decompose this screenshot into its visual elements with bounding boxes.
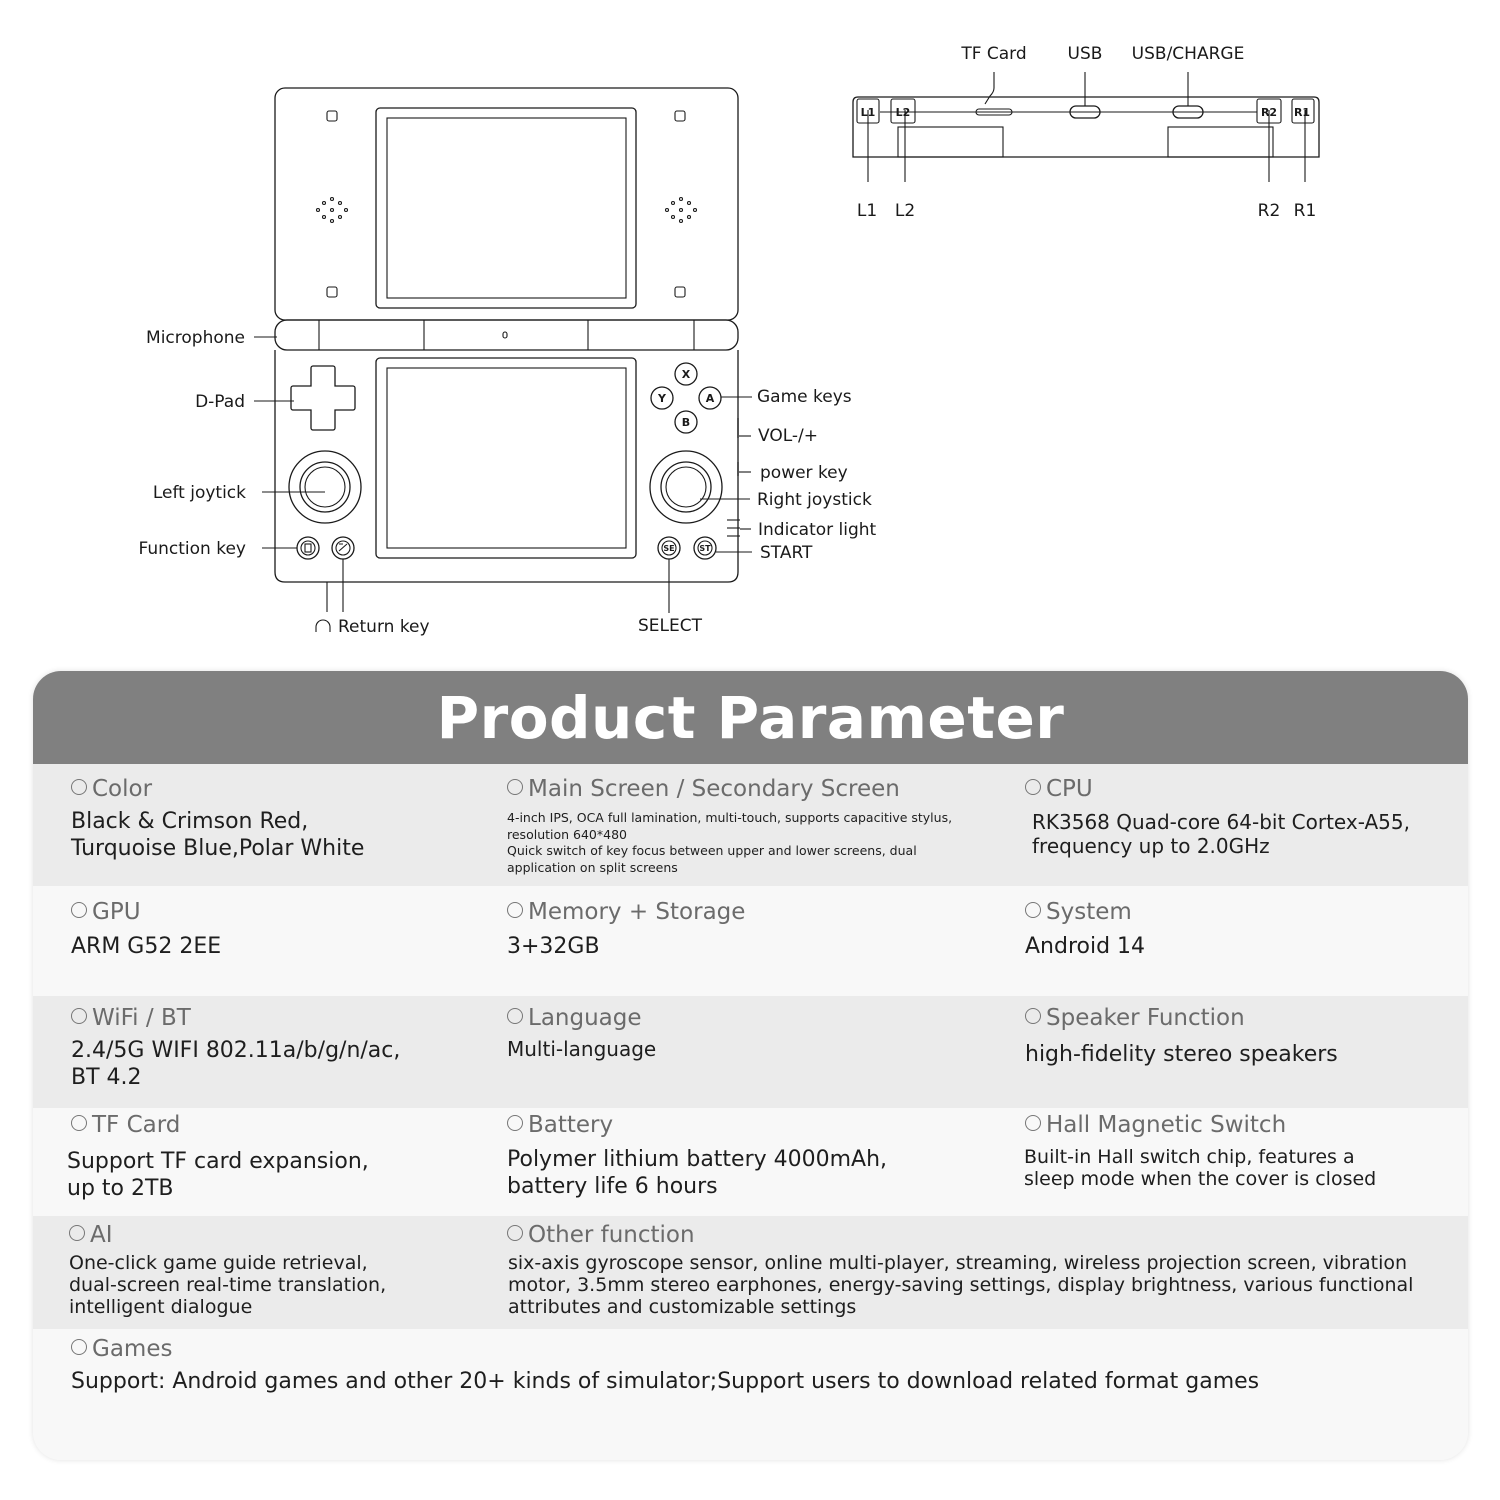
param-memory-value: 3+32GB <box>507 934 600 959</box>
bullet-circle-icon <box>71 902 87 918</box>
return-key-label: Return key <box>338 617 430 637</box>
param-gpu-value: ARM G52 2EE <box>71 934 222 959</box>
l2-mark: L2 <box>895 106 911 119</box>
param-wifi-title: WiFi / BT <box>92 1005 191 1031</box>
bullet-circle-icon <box>71 1008 87 1024</box>
y-button-label: Y <box>658 392 666 405</box>
param-row-2 <box>33 886 1468 996</box>
r2-mark: R2 <box>1260 106 1278 119</box>
param-speaker-value: high-fidelity stereo speakers <box>1025 1042 1338 1067</box>
headphone-icon <box>316 620 330 632</box>
l1-mark: L1 <box>860 106 876 119</box>
param-row-5 <box>33 1216 1468 1329</box>
bullet-circle-icon <box>1025 1008 1041 1024</box>
start-button-mark: ST <box>699 544 711 553</box>
param-games <box>71 1329 1441 1395</box>
function-key-label: Function key <box>138 539 246 559</box>
param-other <box>507 1216 1447 1318</box>
param-ai <box>69 1216 489 1318</box>
param-tf-title: TF Card <box>92 1112 181 1138</box>
upper-shell <box>275 88 738 320</box>
param-row-4 <box>33 1108 1468 1216</box>
select-label: SELECT <box>638 616 702 636</box>
param-ai-title: AI <box>90 1222 113 1248</box>
param-wifi <box>71 996 491 1091</box>
left-joystick-label: Left joytick <box>152 483 246 503</box>
start-label: START <box>760 543 813 563</box>
param-hall-value: Built-in Hall switch chip, features a sleep mode when the cover is closed <box>1024 1146 1377 1190</box>
param-screen-title: Main Screen / Secondary Screen <box>528 776 900 802</box>
bullet-circle-icon <box>71 1339 87 1355</box>
param-hall-title: Hall Magnetic Switch <box>1046 1112 1287 1138</box>
b-button[interactable] <box>675 411 697 433</box>
right-speaker-icon <box>666 198 697 223</box>
bullet-circle-icon <box>1025 1115 1041 1131</box>
param-title: Product Parameter <box>436 683 1065 752</box>
param-speaker-title: Speaker Function <box>1046 1005 1245 1031</box>
game-keys-label: Game keys <box>757 387 852 407</box>
b-button-label: B <box>681 416 691 429</box>
a-button-label: A <box>705 392 715 405</box>
r1-label: R1 <box>1293 201 1317 221</box>
param-battery <box>507 1108 1007 1200</box>
function-button-icon[interactable] <box>297 537 319 559</box>
microphone-label: Microphone <box>146 328 245 348</box>
left-joystick-icon <box>289 451 361 523</box>
x-button-label: X <box>681 368 691 381</box>
param-language-title: Language <box>528 1005 642 1031</box>
param-cpu-value: RK3568 Quad-core 64-bit Cortex-A55, frequency up to 2.0GHz <box>1032 810 1410 858</box>
left-speaker-icon <box>317 198 348 223</box>
select-button-mark: SE <box>663 544 675 553</box>
param-system-title: System <box>1046 899 1132 925</box>
param-row-1 <box>33 764 1468 886</box>
param-language-value: Multi-language <box>507 1037 657 1061</box>
l2-label: L2 <box>894 201 916 221</box>
param-hall <box>1025 1108 1455 1190</box>
param-battery-title: Battery <box>528 1112 614 1138</box>
usb-label: USB <box>1067 44 1103 64</box>
param-color-title: Color <box>92 776 153 802</box>
param-memory <box>507 886 1007 960</box>
device-diagram <box>0 0 1500 660</box>
vol-label: VOL-/+ <box>758 426 818 446</box>
x-button[interactable] <box>675 363 697 385</box>
param-language <box>507 996 1007 1061</box>
hinge <box>275 320 738 350</box>
tf-card-label: TF Card <box>961 44 1027 64</box>
param-ai-value: One-click game guide retrieval, dual-screen real-time translation, intelligent dialogue <box>69 1252 387 1318</box>
param-system <box>1025 886 1455 960</box>
power-key-label: power key <box>760 463 848 483</box>
param-speaker <box>1025 996 1455 1068</box>
param-screen <box>507 764 1007 876</box>
l1-label: L1 <box>856 201 878 221</box>
bullet-circle-icon <box>507 902 523 918</box>
bullet-circle-icon <box>507 1008 523 1024</box>
param-other-value: six-axis gyroscope sensor, online multi-player, streaming, wireless projection screen, vibration motor, 3.5mm stereo earphones, energy-saving settings, display brightness, various functional attributes and customizable settings <box>508 1252 1414 1318</box>
select-button[interactable] <box>658 537 680 559</box>
param-memory-title: Memory + Storage <box>528 899 746 925</box>
param-tf-value: Support TF card expansion, up to 2TB <box>67 1149 369 1201</box>
param-system-value: Android 14 <box>1025 934 1146 959</box>
r2-label: R2 <box>1257 201 1281 221</box>
left-callouts <box>139 328 703 637</box>
param-wifi-value: 2.4/5G WIFI 802.11a/b/g/n/ac, BT 4.2 <box>71 1038 401 1090</box>
right-joystick-icon <box>650 451 722 523</box>
param-row-6 <box>33 1329 1468 1460</box>
param-row-3 <box>33 996 1468 1108</box>
right-callouts <box>700 387 877 563</box>
bullet-circle-icon <box>71 779 87 795</box>
bullet-circle-icon <box>507 1225 523 1241</box>
param-gpu-title: GPU <box>92 899 141 925</box>
bullet-circle-icon <box>507 779 523 795</box>
bullet-circle-icon <box>507 1115 523 1131</box>
start-button[interactable] <box>694 537 716 559</box>
bullet-circle-icon <box>1025 779 1041 795</box>
param-header <box>33 671 1468 764</box>
dpad-label: D-Pad <box>195 392 245 412</box>
indicator-light-label: Indicator light <box>758 520 877 540</box>
bullet-circle-icon <box>71 1115 87 1131</box>
bullet-circle-icon <box>69 1225 85 1241</box>
bullet-circle-icon <box>1025 902 1041 918</box>
param-color <box>71 764 491 862</box>
param-cpu <box>1025 764 1455 858</box>
lower-body <box>275 350 740 582</box>
param-battery-value: Polymer lithium battery 4000mAh, battery life 6 hours <box>507 1147 888 1199</box>
param-games-title: Games <box>92 1336 173 1362</box>
top-edge-view <box>853 44 1319 221</box>
right-joystick-label: Right joystick <box>757 490 872 510</box>
product-parameter-card <box>33 671 1468 1460</box>
param-screen-value: 4-inch IPS, OCA full lamination, multi-touch, supports capacitive stylus, resolution 640*480 Quick switch of key focus between upper and lower screens, dual application on split screens <box>507 810 953 875</box>
param-games-value: Support: Android games and other 20+ kinds of simulator;Support users to download related format games <box>71 1369 1260 1394</box>
param-gpu <box>71 886 491 960</box>
y-button[interactable] <box>651 387 673 409</box>
dpad-icon <box>291 366 355 430</box>
a-button[interactable] <box>699 387 721 409</box>
r1-mark: R1 <box>1293 106 1311 119</box>
param-color-value: Black & Crimson Red, Turquoise Blue,Polar White <box>71 809 365 861</box>
usb-charge-label: USB/CHARGE <box>1131 44 1245 64</box>
param-tf <box>67 1108 491 1202</box>
param-cpu-title: CPU <box>1046 776 1093 802</box>
param-other-title: Other function <box>528 1222 695 1248</box>
return-button-icon[interactable] <box>332 537 354 559</box>
